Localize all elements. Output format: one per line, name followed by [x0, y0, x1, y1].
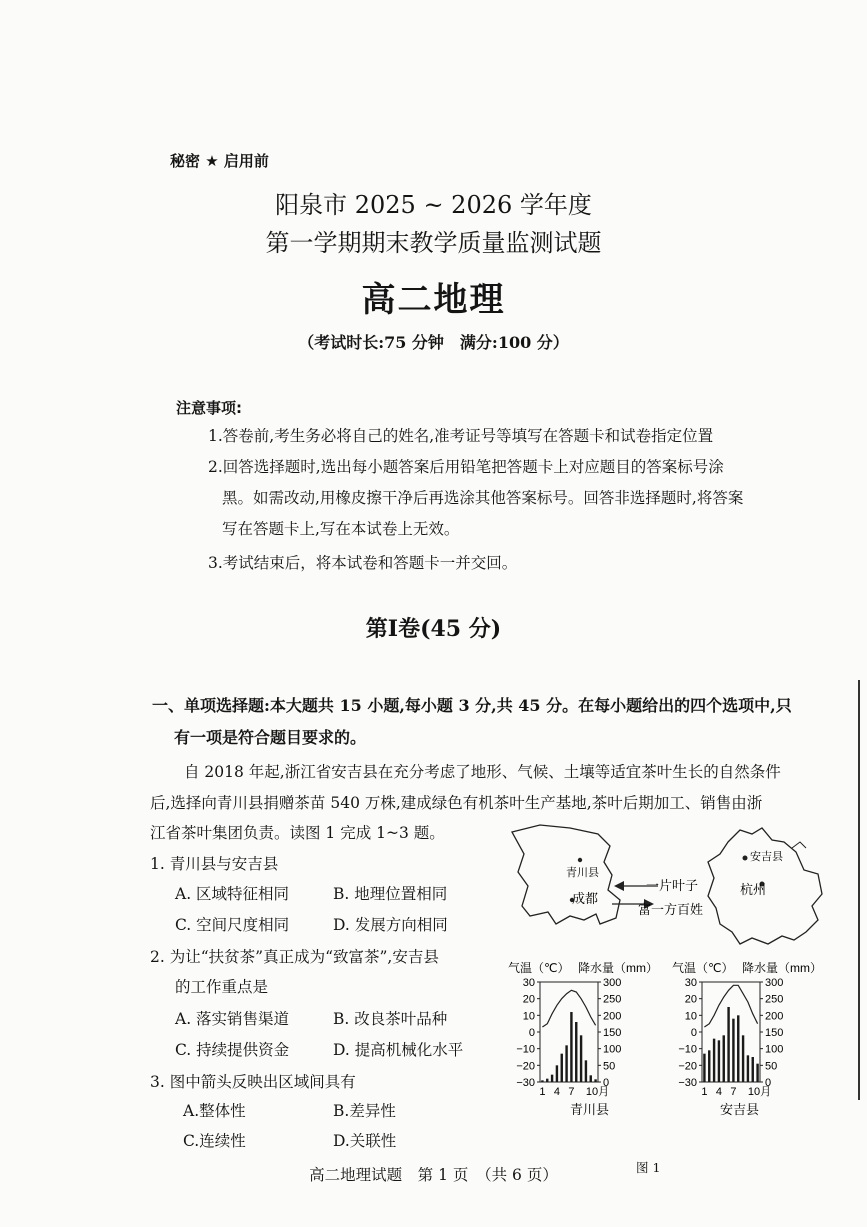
chart1-precip-bar [575, 1022, 577, 1082]
chart2-month-tick-label: 1 [701, 1086, 708, 1098]
chart1-title: 青川县 [570, 1102, 610, 1117]
chart1-precip-tick-label: 0 [603, 1077, 610, 1089]
anji-marker [743, 856, 748, 861]
chart1-precip-tick-label: 250 [603, 993, 622, 1006]
section-title: 第Ⅰ卷(45 分) [365, 616, 502, 642]
passage-line3: 江省茶叶集团负责。读图 1 完成 1~3 题。 [150, 824, 445, 842]
chart2-precip-bar [727, 1007, 729, 1082]
chart1-month-tick-label: 4 [553, 1086, 560, 1098]
chart2-precip-tick-label: 250 [765, 993, 784, 1006]
qingchuan-marker [578, 858, 582, 862]
chart2-precip-tick-label: 50 [765, 1060, 778, 1073]
chart2-precip-axis-label: 降水量（mm） [742, 961, 822, 975]
chart2-precip-tick-label: 0 [765, 1077, 772, 1089]
map-label-chengdu: 成都 [572, 891, 599, 906]
question-3-option-b: B.差异性 [333, 1102, 396, 1120]
chart1-precip-bar [594, 1079, 596, 1082]
notice-item-1: 1.答卷前,考生务必将自己的姓名,准考证号等填写在答题卡和试卷指定位置 [208, 427, 714, 445]
chart1-temp-tick-label: −30 [516, 1077, 535, 1089]
chart2-precip-tick-label: 300 [765, 977, 784, 989]
question-2-stem-cont: 的工作重点是 [175, 978, 269, 996]
chart1-temp-tick-label: 30 [522, 977, 535, 989]
chart2-temp-axis-label: 气温（℃） [672, 961, 734, 975]
arrow-label-top: 一片叶子 [646, 878, 699, 893]
chart2-temp-tick-label: 0 [690, 1027, 697, 1039]
question-3-option-a: A.整体性 [183, 1102, 246, 1120]
question-2-option-c: C. 持续提供资金 [175, 1041, 290, 1059]
notice-item-3: 3.考试结束后，将本试卷和答题卡一并交回。 [208, 554, 518, 572]
chart1-precip-bar [565, 1045, 567, 1082]
chart1-precip-bar [561, 1054, 563, 1082]
chart1-temp-tick-label: −20 [516, 1060, 535, 1073]
passage-line1: 自 2018 年起,浙江省安吉县在充分考虑了地形、气候、土壤等适宜茶叶生长的自然条件 [184, 763, 781, 781]
chart2-precip-bar [703, 1054, 705, 1082]
chart2-month-tick-label: 7 [730, 1086, 737, 1098]
chart1-precip-tick-label: 300 [603, 977, 622, 989]
page-edge-line [858, 680, 860, 1100]
question-3-stem: 3. 图中箭头反映出区域间具有 [150, 1073, 356, 1091]
question-1-option-b: B. 地理位置相同 [333, 885, 448, 903]
notice-title: 注意事项: [176, 399, 242, 417]
chart2-precip-bar [742, 1035, 744, 1082]
chart1-temp-line [542, 990, 595, 1027]
chart2-precip-bar [747, 1055, 749, 1082]
question-3-option-d: D.关联性 [333, 1132, 397, 1150]
chart1-temp-tick-label: 0 [528, 1027, 535, 1039]
chart2-precip-bar [708, 1050, 710, 1082]
chart1-temp-tick-label: −10 [516, 1043, 535, 1056]
map-label-hangzhou: 杭州 [740, 882, 767, 897]
question-1-option-c: C. 空间尺度相同 [175, 916, 290, 934]
page-footer: 高二地理试题 第 1 页 （共 6 页） [309, 1166, 558, 1184]
chart1-precip-tick-label: 150 [603, 1027, 622, 1039]
chart1-temp-tick-label: 10 [522, 1010, 535, 1023]
subject-title: 高二地理 [361, 280, 506, 320]
arrow-label-bottom: 富一方百姓 [638, 902, 704, 917]
notice-item-2-line1: 2.回答选择题时,选出每小题答案后用铅笔把答题卡上对应题目的答案标号涂 [208, 458, 724, 476]
chart2-precip-tick-label: 100 [765, 1043, 784, 1056]
question-2-option-b: B. 改良茶叶品种 [333, 1010, 448, 1028]
chart2-month-tick-label: 10月 [747, 1086, 772, 1098]
chart1-temp-tick-label: 20 [522, 993, 535, 1006]
map-label-anji: 安吉县 [750, 851, 783, 863]
climate-charts [516, 977, 783, 1098]
chart1-precip-tick-label: 100 [603, 1043, 622, 1056]
chart2-precip-bar [737, 1015, 739, 1082]
confidential-mark: 秘密 ★ 启用前 [170, 152, 269, 170]
question-1-stem: 1. 青川县与安吉县 [150, 855, 279, 873]
chart1-precip-bar [590, 1075, 592, 1082]
figure-caption: 图 1 [636, 1160, 661, 1175]
chart2-title: 安吉县 [720, 1102, 760, 1117]
question-2-stem: 2. 为让“扶贫茶”真正成为“致富茶”,安吉县 [150, 948, 439, 966]
chart1-precip-bar [546, 1079, 548, 1082]
question-3-option-c: C.连续性 [183, 1132, 246, 1150]
exam-info: （考试时长:75 分钟 满分:100 分） [298, 333, 569, 352]
chart1-month-tick-label: 10月 [585, 1086, 610, 1098]
map-label-qingchuan: 青川县 [566, 867, 599, 879]
figure-1 [500, 820, 830, 1155]
exam-title-line1: 阳泉市 2025 ~ 2026 学年度 [275, 191, 592, 219]
notice-item-2-line3: 写在答题卡上,写在本试卷上无效。 [222, 520, 460, 538]
chart2-temp-tick-label: −10 [678, 1043, 697, 1056]
passage-line2: 后,选择向青川县捐赠茶苗 540 万株,建成绿色有机茶叶生产基地,茶叶后期加工、销售由浙 [150, 794, 763, 812]
chart2-precip-tick-label: 200 [765, 1010, 784, 1023]
chart2-temp-tick-label: 10 [684, 1010, 697, 1023]
arrow-head-left [614, 881, 624, 891]
chart2-precip-bar [713, 1039, 715, 1082]
chart1-precip-bar [541, 1080, 543, 1082]
chart2-precip-bar [756, 1064, 758, 1082]
chart1-precip-tick-label: 200 [603, 1010, 622, 1023]
chart1-precip-bar [585, 1060, 587, 1082]
chart2-precip-bar [752, 1057, 754, 1082]
chart1-temp-axis-label: 气温（℃） [508, 961, 570, 975]
chart2-frame [702, 982, 760, 1082]
chart1-precip-bar [570, 1012, 572, 1082]
chart2-precip-bar [723, 1035, 725, 1082]
chart1-precip-bar [551, 1075, 553, 1082]
chart1-month-tick-label: 1 [539, 1086, 546, 1098]
chart2-precip-bar [732, 1019, 734, 1082]
chart2-temp-tick-label: −30 [678, 1077, 697, 1089]
chart1-precip-bar [580, 1035, 582, 1082]
chart1-precip-axis-label: 降水量（mm） [578, 961, 658, 975]
chart2-temp-line [704, 985, 757, 1027]
chart1-precip-bar [556, 1065, 558, 1082]
chart2-month-tick-label: 4 [715, 1086, 722, 1098]
chart2-precip-bar [718, 1040, 720, 1082]
notice-item-2-line2: 黑。如需改动,用橡皮擦干净后再选涂其他答案标号。回答非选择题时,将答案 [222, 489, 744, 507]
question-2-option-a: A. 落实销售渠道 [175, 1010, 290, 1028]
chart2-temp-tick-label: 20 [684, 993, 697, 1006]
chart1-frame [540, 982, 598, 1082]
chart2-temp-tick-label: 30 [684, 977, 697, 989]
part1-heading-line1: 一、单项选择题:本大题共 15 小题,每小题 3 分,共 45 分。在每小题给出的四个选项中,只 [152, 696, 792, 715]
chart1-precip-tick-label: 50 [603, 1060, 616, 1073]
chart1-month-tick-label: 7 [568, 1086, 575, 1098]
question-1-option-a: A. 区域特征相同 [175, 885, 290, 903]
chart2-precip-tick-label: 150 [765, 1027, 784, 1039]
map-coast-detail [792, 842, 806, 848]
question-1-option-d: D. 发展方向相同 [333, 916, 448, 934]
exam-title-line2: 第一学期期末教学质量监测试题 [265, 229, 602, 257]
part1-heading [152, 690, 832, 754]
part1-heading-line2: 有一项是符合题目要求的。 [174, 728, 367, 747]
question-2-option-d: D. 提高机械化水平 [333, 1041, 464, 1059]
chart2-temp-tick-label: −20 [678, 1060, 697, 1073]
